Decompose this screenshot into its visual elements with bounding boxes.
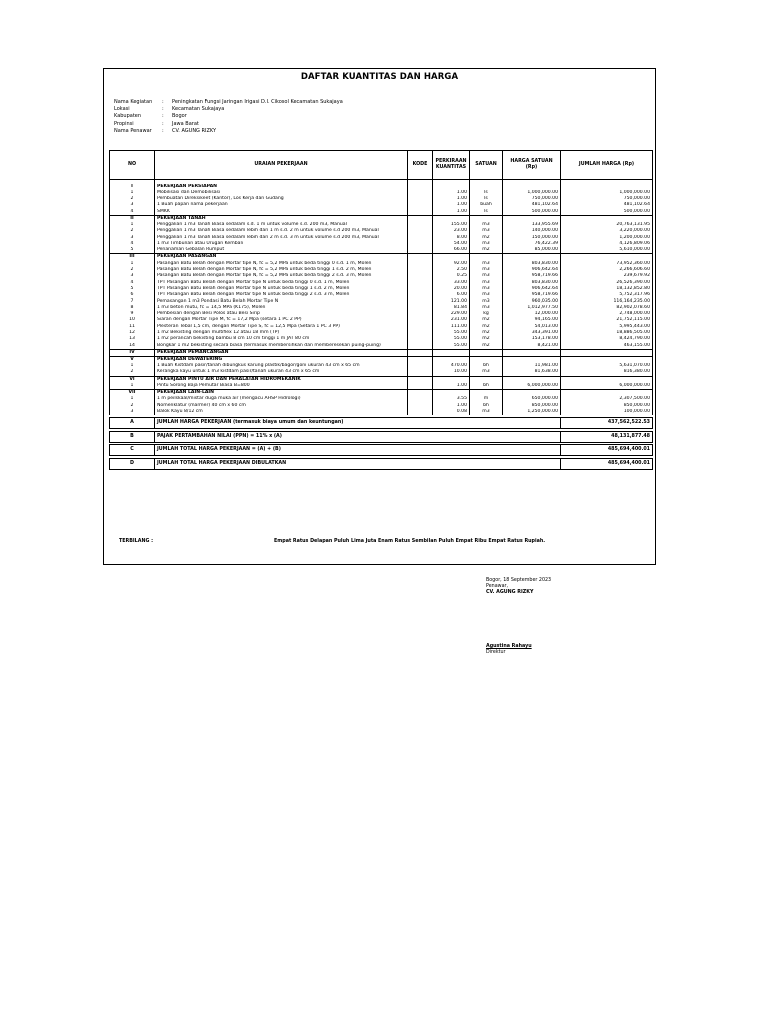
item-unit: m2 bbox=[470, 235, 503, 241]
item-unit: m3 bbox=[470, 241, 503, 247]
item-total: 5,995,443.00 bbox=[561, 324, 653, 330]
signer-name: Agustina Rahayu bbox=[486, 644, 532, 649]
item-quantity: 0.08 bbox=[433, 409, 470, 415]
item-quantity: 66.00 bbox=[433, 247, 470, 254]
item-description: Penggalian 1 m3 Tanah Biasa sedalam lebih dari 1 m s.d. 2 m untuk volume s.d 200 m3, Manual bbox=[155, 228, 408, 234]
info-label: Kabupaten bbox=[114, 113, 142, 120]
item-description: TPT Pasangan Batu Belah dengan Mortar tipe N untuk beda tinggi 0 s.d. 1 m, Molen bbox=[155, 280, 408, 286]
info-label: Lokasi bbox=[114, 106, 130, 113]
item-unit: m3 bbox=[470, 228, 503, 234]
item-number: 2 bbox=[110, 228, 155, 234]
section-title: PEKERJAAN PINTU AIR DAN PERALATAN HIDROMEKANIK bbox=[155, 376, 408, 383]
item-description: Pasangan Batu Belah dengan Mortar tipe N, fc = 5,2 MPa untuk beda tinggi 1 s.d. 2 m, Molen bbox=[155, 267, 408, 273]
item-quantity: 1.00 bbox=[433, 403, 470, 409]
item-number: 6 bbox=[110, 292, 155, 298]
item-description: Siaran dengan Mortar Tipe M, fc = 17,2 Mpa (setara 1 PC 2 PP) bbox=[155, 317, 408, 323]
section-number: VI bbox=[110, 376, 155, 383]
info-separator: : bbox=[162, 106, 164, 113]
item-unit-price: 8,421.00 bbox=[503, 343, 561, 350]
info-separator: : bbox=[162, 113, 164, 120]
empty-cell bbox=[561, 215, 653, 222]
item-total: 816,380.00 bbox=[561, 369, 653, 376]
item-unit-price: 850,000.00 bbox=[503, 403, 561, 409]
empty-cell bbox=[503, 254, 561, 261]
empty-cell bbox=[503, 215, 561, 222]
boq-table bbox=[109, 150, 653, 470]
item-description: Pembesian dengan Besi Polos atau Besi Sirip bbox=[155, 311, 408, 317]
item-number: 2 bbox=[110, 267, 155, 273]
item-quantity: 229.00 bbox=[433, 311, 470, 317]
item-unit-price: 960,035.00 bbox=[503, 298, 561, 304]
item-total: 2,748,000.00 bbox=[561, 311, 653, 317]
item-description: TPT Pasangan Batu Belah dengan Mortar tipe N untuk beda tinggi 1 s.d. 2 m, Molen bbox=[155, 286, 408, 292]
section-number: IV bbox=[110, 349, 155, 356]
total-label: JUMLAH TOTAL HARGA PEKERJAAN DIBULATKAN bbox=[155, 458, 561, 469]
item-unit: m3 bbox=[470, 267, 503, 273]
total-label: PAJAK PERTAMBAHAN NILAI (PPN) = 11% x (A) bbox=[155, 431, 561, 442]
item-total: 100,000.00 bbox=[561, 409, 653, 415]
item-unit-price: 94,165.00 bbox=[503, 317, 561, 323]
item-description: Pasangan Batu Belah dengan Mortar tipe N, fc = 5,2 MPa untuk beda tinggi 2 s.d. 3 m, Molen bbox=[155, 273, 408, 279]
info-separator: : bbox=[162, 127, 164, 134]
empty-cell bbox=[561, 356, 653, 363]
terbilang-text: Empat Ratus Delapan Puluh Lima Juta Enam Ratus Sembilan Puluh Empat Ribu Empat Ratus Rupiah. bbox=[274, 539, 546, 544]
item-unit: m3 bbox=[470, 305, 503, 311]
item-code bbox=[408, 383, 433, 390]
item-unit: m2 bbox=[470, 324, 503, 330]
signer-title: Direktur bbox=[486, 650, 506, 655]
item-total: 3,220,000.00 bbox=[561, 228, 653, 234]
empty-cell bbox=[470, 349, 503, 356]
item-number: 1 bbox=[110, 383, 155, 390]
item-number: 1 bbox=[110, 190, 155, 196]
item-number: 14 bbox=[110, 343, 155, 350]
total-row bbox=[110, 418, 653, 429]
total-label: JUMLAH TOTAL HARGA PEKERJAAN = (A) + (B) bbox=[155, 445, 561, 456]
item-description: Bongkar 1 m2 bekisting secara biasa (termasuk membersihkan dan memberesekan puing-puing) bbox=[155, 343, 408, 350]
item-unit: kg bbox=[470, 311, 503, 317]
item-total: 1,200,000.00 bbox=[561, 235, 653, 241]
header-harga-satuan: HARGA SATUAN (Rp) bbox=[503, 151, 561, 180]
total-label: JUMLAH HARGA PEKERJAAN (termasuk biaya umum dan keuntungan) bbox=[155, 418, 561, 429]
item-code bbox=[408, 343, 433, 350]
info-label: Nama Kegiatan bbox=[114, 99, 153, 105]
item-unit: bh bbox=[470, 403, 503, 409]
empty-cell bbox=[408, 376, 433, 383]
item-number: 10 bbox=[110, 317, 155, 323]
empty-cell bbox=[470, 254, 503, 261]
item-description: Kerangka kayu untuk 1 m3 kistdam pasir/tanah ukuran 43 cm x 65 cm bbox=[155, 369, 408, 376]
header-no: NO bbox=[110, 151, 155, 180]
empty-cell bbox=[470, 356, 503, 363]
total-row bbox=[110, 431, 653, 442]
section-row bbox=[110, 356, 653, 363]
header-jumlah-harga: JUMLAH HARGA (Rp) bbox=[561, 151, 653, 180]
info-value: Jawa Barat bbox=[172, 120, 199, 127]
item-unit-price: 906,642.64 bbox=[503, 267, 561, 273]
item-description: 1 m3 beton mutu, fc = 14,5 MPa (K175), Molen bbox=[155, 305, 408, 311]
item-description: Balok Kayu 8/12 cm bbox=[155, 409, 408, 415]
empty-cell bbox=[433, 390, 470, 397]
item-quantity: 55.00 bbox=[433, 330, 470, 336]
item-quantity: 0.25 bbox=[433, 273, 470, 279]
item-number: 1 bbox=[110, 396, 155, 402]
item-description: Penggalian 1 m3 Tanah Biasa sedalam s.d. 1 m untuk volume s.d. 200 m3, Manual bbox=[155, 222, 408, 228]
empty-cell bbox=[561, 349, 653, 356]
empty-cell bbox=[470, 215, 503, 222]
header-uraian: URAIAN PEKERJAAN bbox=[155, 151, 408, 180]
boq-body bbox=[110, 180, 653, 470]
item-unit: m3 bbox=[470, 409, 503, 415]
item-description: Pasangan Batu Belah dengan Mortar tipe N, fc = 5,2 MPa untuk beda tinggi 0 s.d. 1 m, Molen bbox=[155, 261, 408, 267]
item-quantity: 3.55 bbox=[433, 396, 470, 402]
info-value: Peningkatan Fungsi Jaringan Irigasi D.I. Cikosol Kecamatan Sukajaya bbox=[172, 99, 343, 105]
item-total: 850,000.00 bbox=[561, 403, 653, 409]
item-number: 4 bbox=[110, 280, 155, 286]
item-unit: m3 bbox=[470, 280, 503, 286]
item-number: 2 bbox=[110, 369, 155, 376]
section-number: II bbox=[110, 215, 155, 222]
signature-block bbox=[486, 578, 551, 596]
item-unit: ls bbox=[470, 190, 503, 196]
signer-company: CV. AGUNG RIZKY bbox=[486, 590, 534, 595]
item-total: 21,752,115.00 bbox=[561, 317, 653, 323]
item-total: 239,679.92 bbox=[561, 273, 653, 279]
empty-cell bbox=[561, 390, 653, 397]
item-number: 13 bbox=[110, 336, 155, 342]
item-description: Penanaman Gebalan Rumput bbox=[155, 247, 408, 254]
item-number: 2 bbox=[110, 403, 155, 409]
total-value: 437,562,522.53 bbox=[561, 418, 653, 429]
item-unit: m3 bbox=[470, 286, 503, 292]
item-total: 82,902,078.60 bbox=[561, 305, 653, 311]
item-number: 4 bbox=[110, 241, 155, 247]
item-unit: m3 bbox=[470, 369, 503, 376]
table-row bbox=[110, 369, 653, 376]
empty-cell bbox=[561, 376, 653, 383]
empty-cell bbox=[408, 254, 433, 261]
item-number: 3 bbox=[110, 235, 155, 241]
item-unit-price: 481,102.64 bbox=[503, 202, 561, 208]
item-unit-price: 81,638.00 bbox=[503, 369, 561, 376]
item-unit: m2 bbox=[470, 336, 503, 342]
item-description: 1 Buah papan nama pekerjaan bbox=[155, 202, 408, 208]
item-total: 5,631,070.00 bbox=[561, 363, 653, 369]
item-total: 481,102.64 bbox=[561, 202, 653, 208]
header-kode: KODE bbox=[408, 151, 433, 180]
empty-cell bbox=[408, 390, 433, 397]
section-title: PEKERJAAN PERSIAPAN bbox=[155, 184, 408, 190]
item-unit-price: 6,000,000.00 bbox=[503, 383, 561, 390]
item-quantity: 92.00 bbox=[433, 261, 470, 267]
section-title: PEKERJAAN TANAH bbox=[155, 215, 408, 222]
item-number: 5 bbox=[110, 247, 155, 254]
info-value: CV. AGUNG RIZKY bbox=[172, 127, 217, 134]
total-value: 48,131,877.48 bbox=[561, 431, 653, 442]
total-code: D bbox=[110, 458, 155, 469]
total-value: 485,694,400.01 bbox=[561, 458, 653, 469]
item-quantity: 1.00 bbox=[433, 202, 470, 208]
item-quantity: 2.50 bbox=[433, 267, 470, 273]
item-description: 1 m3 Timbunan atau Urugan Kembali bbox=[155, 241, 408, 247]
item-total: 18,132,852.80 bbox=[561, 286, 653, 292]
empty-cell bbox=[470, 390, 503, 397]
item-number: 1 bbox=[110, 222, 155, 228]
item-unit: m2 bbox=[470, 343, 503, 350]
item-unit: buah bbox=[470, 202, 503, 208]
item-unit: m3 bbox=[470, 261, 503, 267]
item-description: 1 Buah Kistdam pasir/tanah dibungkus karung plastik/bagor/goni ukuran 43 cm x 65 cm bbox=[155, 363, 408, 369]
item-quantity: 1.00 bbox=[433, 190, 470, 196]
item-quantity: 55.00 bbox=[433, 336, 470, 342]
item-unit-price: 803,830.00 bbox=[503, 280, 561, 286]
project-info bbox=[114, 99, 343, 135]
empty-cell bbox=[503, 349, 561, 356]
item-unit: m3 bbox=[470, 298, 503, 304]
item-unit-price: 500,000.00 bbox=[503, 209, 561, 216]
info-row bbox=[114, 121, 343, 128]
item-number: 3 bbox=[110, 409, 155, 415]
total-value: 485,694,400.01 bbox=[561, 445, 653, 456]
section-number: VII bbox=[110, 390, 155, 397]
item-quantity: 8.00 bbox=[433, 235, 470, 241]
item-quantity: 1.00 bbox=[433, 209, 470, 216]
section-title: PEKERJAAN LAIN-LAIN bbox=[155, 390, 408, 397]
info-row bbox=[114, 113, 343, 120]
item-total: 1,000,000.00 bbox=[561, 190, 653, 196]
item-quantity: 54.00 bbox=[433, 241, 470, 247]
info-label: Nama Penawar bbox=[114, 127, 152, 134]
document-title: DAFTAR KUANTITAS DAN HARGA bbox=[300, 72, 459, 82]
item-quantity: 121.00 bbox=[433, 298, 470, 304]
item-unit-price: 803,830.00 bbox=[503, 261, 561, 267]
item-description: 1 m2 perancah bekisting bambu 8 cm 10 cm tinggi 1 m JAT 80 cm bbox=[155, 336, 408, 342]
item-unit: m2 bbox=[470, 247, 503, 254]
table-row bbox=[110, 247, 653, 254]
empty-cell bbox=[408, 349, 433, 356]
item-total: 116,164,235.00 bbox=[561, 298, 653, 304]
empty-cell bbox=[561, 254, 653, 261]
item-unit-price: 958,719.66 bbox=[503, 292, 561, 298]
empty-cell bbox=[433, 376, 470, 383]
item-total: 73,952,360.00 bbox=[561, 261, 653, 267]
info-separator: : bbox=[162, 99, 164, 105]
section-title: PEKERJAAN DEWATERING bbox=[155, 356, 408, 363]
item-quantity: 55.00 bbox=[433, 343, 470, 350]
item-unit: ls bbox=[470, 209, 503, 216]
total-code: C bbox=[110, 445, 155, 456]
item-unit-price: 958,719.66 bbox=[503, 273, 561, 279]
item-quantity: 20.00 bbox=[433, 286, 470, 292]
item-unit: m3 bbox=[470, 292, 503, 298]
item-unit: m3 bbox=[470, 273, 503, 279]
item-code bbox=[408, 369, 433, 376]
item-number: 4 bbox=[110, 209, 155, 216]
item-code bbox=[408, 247, 433, 254]
info-row bbox=[114, 106, 343, 113]
terbilang-label: TERBILANG : bbox=[119, 539, 153, 544]
item-total: 8,424,790.00 bbox=[561, 336, 653, 342]
item-total: 6,000,000.00 bbox=[561, 383, 653, 390]
item-unit: bh bbox=[470, 363, 503, 369]
item-description: TPT Pasangan Batu Belah dengan Mortar tipe N untuk beda tinggi 2 s.d. 3 m, Molen bbox=[155, 292, 408, 298]
item-unit: m3 bbox=[470, 222, 503, 228]
item-quantity: 23.00 bbox=[433, 228, 470, 234]
boq-sheet bbox=[103, 68, 656, 565]
header-satuan: SATUAN bbox=[470, 151, 503, 180]
table-header-row bbox=[110, 151, 653, 180]
section-row bbox=[110, 376, 653, 383]
item-number: 1 bbox=[110, 363, 155, 369]
item-unit-price: 133,955.69 bbox=[503, 222, 561, 228]
item-description: 1 m2 Bekisting dengan multiflex 12 atau 18 mm (TP) bbox=[155, 330, 408, 336]
total-code: B bbox=[110, 431, 155, 442]
section-row bbox=[110, 349, 653, 356]
item-number: 3 bbox=[110, 273, 155, 279]
item-description: Pemasangan 1 m3 Pondasi Batu Belah Mortar Tipe N bbox=[155, 298, 408, 304]
section-number: V bbox=[110, 356, 155, 363]
item-description: Pembuatan Direksikeet (Kantor), Los Kerja dan Gudang bbox=[155, 196, 408, 202]
info-label: Propinsi bbox=[114, 120, 134, 127]
item-number: 3 bbox=[110, 202, 155, 208]
item-description: Plesteran Tebal 1,5 cm, dengan Mortar Tipe S, fc = 12,5 Mpa (Setara 1 PC 3 PP) bbox=[155, 324, 408, 330]
empty-cell bbox=[470, 376, 503, 383]
item-description: Pintu Sorong Baja Pemutar Biasa B=800 bbox=[155, 383, 408, 390]
item-number: 8 bbox=[110, 305, 155, 311]
item-unit-price: 76,422.39 bbox=[503, 241, 561, 247]
item-description: Nomenklatur (marmer) 40 cm x 60 cm bbox=[155, 403, 408, 409]
item-unit-price: 54,013.00 bbox=[503, 324, 561, 330]
info-row bbox=[114, 128, 343, 135]
table-row bbox=[110, 383, 653, 390]
item-quantity: 231.00 bbox=[433, 317, 470, 323]
item-quantity: 155.00 bbox=[433, 222, 470, 228]
total-row bbox=[110, 445, 653, 456]
item-unit-price: 1,250,000.00 bbox=[503, 409, 561, 415]
item-number: 12 bbox=[110, 330, 155, 336]
info-row bbox=[114, 99, 343, 106]
header-kuantitas: PERKIRAAN KUANTITAS bbox=[433, 151, 470, 180]
item-unit-price: 150,000.00 bbox=[503, 235, 561, 241]
item-total: 463,155.00 bbox=[561, 343, 653, 350]
item-description: SMKK bbox=[155, 209, 408, 216]
item-unit-price: 750,000.00 bbox=[503, 196, 561, 202]
section-number: III bbox=[110, 254, 155, 261]
item-unit-price: 1,000,000.00 bbox=[503, 190, 561, 196]
empty-cell bbox=[433, 215, 470, 222]
item-total: 500,000.00 bbox=[561, 209, 653, 216]
empty-cell bbox=[503, 390, 561, 397]
item-unit-price: 906,642.64 bbox=[503, 286, 561, 292]
section-row bbox=[110, 254, 653, 261]
item-unit-price: 1,012,977.50 bbox=[503, 305, 561, 311]
total-code: A bbox=[110, 418, 155, 429]
item-number: 1 bbox=[110, 261, 155, 267]
info-separator: : bbox=[162, 120, 164, 127]
item-description: 1 m peilskaal/mistar duga muka air (mengacu AHSP Hidrologi) bbox=[155, 396, 408, 402]
info-value: Bogor bbox=[172, 113, 187, 120]
section-title: PEKERJAAN PEMANCANGAN bbox=[155, 349, 408, 356]
item-number: 7 bbox=[110, 298, 155, 304]
item-description: Penggalian 1 m3 Tanah Biasa sedalam lebih dari 2 m s.d. 3 m untuk volume s.d 200 m3, Manual bbox=[155, 235, 408, 241]
total-row bbox=[110, 458, 653, 469]
item-number: 2 bbox=[110, 196, 155, 202]
section-title: PEKERJAAN PASANGAN bbox=[155, 254, 408, 261]
place-date: Bogor, 18 September 2023 bbox=[486, 578, 552, 583]
item-total: 18,886,505.00 bbox=[561, 330, 653, 336]
item-total: 20,763,131.95 bbox=[561, 222, 653, 228]
item-unit: bh bbox=[470, 383, 503, 390]
item-total: 4,126,809.06 bbox=[561, 241, 653, 247]
empty-cell bbox=[433, 349, 470, 356]
item-description: Mobilisasi dan Demobilisasi bbox=[155, 190, 408, 196]
table-row bbox=[110, 343, 653, 350]
item-total: 750,000.00 bbox=[561, 196, 653, 202]
signer-role: Penawar, bbox=[486, 584, 509, 589]
item-quantity: 1.00 bbox=[433, 196, 470, 202]
item-unit-price: 85,000.00 bbox=[503, 247, 561, 254]
item-unit-price: 343,391.00 bbox=[503, 330, 561, 336]
empty-cell bbox=[408, 215, 433, 222]
item-quantity: 10.00 bbox=[433, 369, 470, 376]
item-number: 11 bbox=[110, 324, 155, 330]
item-unit-price: 12,000.00 bbox=[503, 311, 561, 317]
empty-cell bbox=[433, 356, 470, 363]
item-unit-price: 140,000.00 bbox=[503, 228, 561, 234]
item-unit: m2 bbox=[470, 317, 503, 323]
item-total: 26,526,390.00 bbox=[561, 280, 653, 286]
section-number: I bbox=[110, 184, 155, 190]
section-row bbox=[110, 215, 653, 222]
item-unit-price: 11,981.00 bbox=[503, 363, 561, 369]
table-row bbox=[110, 209, 653, 216]
item-quantity: 470.00 bbox=[433, 363, 470, 369]
item-unit: ls bbox=[470, 196, 503, 202]
empty-cell bbox=[433, 254, 470, 261]
signer-block bbox=[486, 644, 532, 656]
item-quantity: 1.00 bbox=[433, 383, 470, 390]
info-value: Kecamatan Sukajaya bbox=[172, 106, 225, 113]
item-total: 5,752,317.96 bbox=[561, 292, 653, 298]
item-unit: m2 bbox=[470, 330, 503, 336]
item-unit-price: 650,000.00 bbox=[503, 396, 561, 402]
item-total: 2,307,500.00 bbox=[561, 396, 653, 402]
section-row bbox=[110, 390, 653, 397]
item-quantity: 81.84 bbox=[433, 305, 470, 311]
empty-cell bbox=[503, 376, 561, 383]
item-quantity: 33.00 bbox=[433, 280, 470, 286]
item-number: 5 bbox=[110, 286, 155, 292]
item-code bbox=[408, 209, 433, 216]
item-quantity: 111.00 bbox=[433, 324, 470, 330]
empty-cell bbox=[408, 356, 433, 363]
item-unit: m bbox=[470, 396, 503, 402]
empty-cell bbox=[503, 356, 561, 363]
item-total: 2,266,606.60 bbox=[561, 267, 653, 273]
item-number: 9 bbox=[110, 311, 155, 317]
item-quantity: 6.00 bbox=[433, 292, 470, 298]
item-unit-price: 153,178.00 bbox=[503, 336, 561, 342]
item-total: 5,610,000.00 bbox=[561, 247, 653, 254]
